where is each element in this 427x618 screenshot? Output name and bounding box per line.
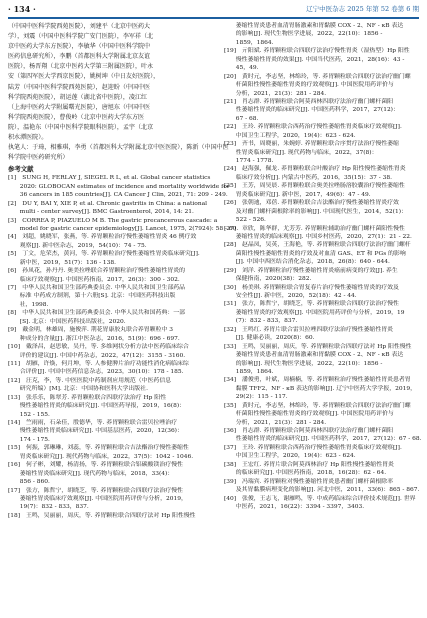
reference-line: 慢性萎缩性胃炎临床研究[J]. 中国基层医药，2020，12(36)： [8, 428, 183, 435]
reference-line: 安全性[J]. 新中医，2020，52(18)：42 - 44. [224, 293, 357, 299]
reference-line: 胃炎临床研究[J]. 现代药物与临床，2022，37(5)：1042 - 1046. [8, 453, 194, 460]
reference-line: 的影响[J]. 现代生物医学进展，2022，22(10)：1856 - [224, 31, 383, 38]
reference-line: [18] 王鸣，吴丽丽，周庆，等. 养胃颗粒联合四联疗法对 Hp 阳性慢性 [8, 512, 196, 519]
journal-title: 辽宁中医杂志 2025 年第 52 卷第 6 期 [306, 5, 419, 13]
reference-line: 中国卫生工程学，2020，19(4)：623 - 624. [224, 453, 356, 460]
reference-line: 菌阳性慢性萎缩性胃炎的疗效及对血清 GAS、ET 和 PGs 的影响 [224, 250, 406, 257]
reference-line: 的临床研究[J]. 中国医药指南，2018，16(28)：62 - 64. [224, 470, 387, 477]
reference-line: 中医药，2021，16(22)：3394 - 3397，3403. [224, 503, 365, 510]
reference-line: [21] 肖志群. 养胃颗粒联合阿莫西林四联疗法治疗幽门螺杆菌阳 [224, 98, 393, 105]
reference-line: 评价的建议[J]. 中国中药杂志，2022，47(12)：3155 - 3160. [8, 352, 186, 359]
writers-line: 执笔人：于琦，相雅琪，李勇（首都医科大学附属北京中医医院），陈新（中国中医 [8, 144, 229, 152]
reference-line: [9] 戴金明，林雄周，施俊萍. 荆花胃康胶丸联合养胃颗粒中 3 [8, 327, 173, 334]
writers-line: 科学院中医药研究所） [8, 154, 69, 162]
reference-line: [4] 刘超，姚晓军，张燕，等. 养胃颗粒治疗慢性萎缩性胃炎 46 例疗效 [8, 234, 197, 241]
reference-line: [22] 王玲. 养胃颗粒联合西药治疗慢性萎缩性胃炎临床疗效观察[J]. [224, 124, 402, 131]
reference-line: [35] 黄时元，李志坚，林绵玲，等. 养胃颗粒联合四联疗法治疗幽门螺 [224, 402, 411, 409]
reference-line: 社，1998. [8, 301, 49, 308]
affiliation-line: （中国中医科学院西苑医院），刘建平（北京中医药大 [8, 23, 151, 30]
reference-line: 萎缩性胃炎的临床观察[J]. 中国乡村医药，2020，27(1)：21 - 22. [224, 233, 412, 240]
affiliation-line: 安（第四军医大学西京医院），姚树坤（中日友好医院）， [8, 73, 160, 81]
affiliation-line: 科学院西苑医院），胡运莲（湖北省中医院），凌江红 [8, 93, 148, 101]
writers-note [8, 143, 229, 163]
reference-line: model for gastric cancer epidemiology[J]. Lancet, 1975, 2(7924): 58 - 60. [8, 225, 239, 232]
reference-line: 合评价[J]. 中国中医药信息杂志，2023，30(10)：178 - 185. [8, 369, 184, 376]
reference-line: 研究所编）[M]. 北京：中国协和医科大学出版社. [8, 386, 148, 393]
reference-line: 萎缩性胃炎患者血清胃肠激素和胃黏膜 COX - 2、NF - κB 表达 [224, 352, 404, 359]
affiliation-line: 陆芳（中国中医科学院西苑医院），赵迎盼（中国中医 [8, 83, 151, 91]
reference-line: 1774 - 1778. [224, 158, 274, 164]
reference-line: 的影响[J]. 现代生物医学进展，2022，22(10)：1856 - [224, 360, 383, 367]
reference-list-right [224, 22, 422, 511]
reference-line: [J]. 健康必读，2020(8)：60. [224, 335, 315, 342]
reference-line: 及对幽门螺杆菌根除率的影响[J]. 中国现代医生，2014，52(1)： [224, 208, 407, 215]
reference-line: [6] 孙凤花，孙丹丹. 奥美拉唑联合养胃颗粒治疗慢性萎缩性胃炎的 [8, 268, 186, 275]
reference-line: 萎缩性胃炎临床研究[J]. 现代药物与临床，2018，33(4)： [8, 470, 174, 477]
reference-line: [8] 中华人民共和国卫生部药典委员会. 中华人民共和国药典：一部 [8, 310, 186, 317]
reference-line: 性萎缩性胃炎的临床研究[J]. 中国医药科学，2017，27(12)： [224, 107, 399, 114]
reference-line: 152 - 155. [8, 411, 50, 418]
affiliation-line: 医药信息研究所），李鹏（首都医科大学附属北京友谊 [8, 53, 151, 61]
reference-line: 保健指南，2020(38)：282. [224, 276, 312, 283]
reference-line: 45，49. [224, 65, 259, 72]
reference-line: [34] 潘俊勇，叶斌，周楠楠，等. 养胃颗粒治疗慢性萎缩性胃炎患者胃 [224, 377, 411, 384]
reference-line: [7] 中华人民共和国卫生部药典委员会. 中华人民共和国卫生部药品 [8, 285, 186, 291]
header-divider [8, 17, 419, 19]
reference-line: [5] 丁文，危荣杰，黄河，等. 养胃颗粒治疗慢性萎缩性胃炎临床研究[J]. [8, 251, 200, 258]
reference-line: [38] 王宏红. 养胃片联合阿莫西林治疗 Hp 阳性慢性萎缩性胃炎 [224, 461, 394, 468]
affiliation-line: 积水潭医院）。 [8, 134, 48, 142]
reference-line: [31] 张方，陈哲宁，胡晓芝，等. 养胃颗粒联合四联疗法治疗慢性 [224, 301, 399, 308]
reference-line: multi - center survey[J]. BMC Gastroenterol, 2014, 14: 21. [8, 209, 194, 216]
reference-line: [39] 冯瑞宾. 养胃颗粒对慢性萎缩性胃炎患者幽门螺杆菌根除率 [224, 478, 393, 485]
reference-line: 2020: GLOBOCAN estimates of incidence and mortality worldwide for [8, 183, 230, 190]
reference-line: 36 cancers in 185 countries[J]. CA Cancer J Clin, 2021, 71: 209 - 249. [8, 192, 228, 199]
left-column [8, 22, 239, 520]
right-column [224, 22, 422, 511]
reference-line: 1859，1864. [224, 39, 274, 46]
reference-line: [3] CORREA P, PIAZUELO M B. The gastric precancerous cascade: a [8, 217, 218, 224]
reference-line: 临床疗效分析[J]. 内蒙古中医药，2016，35(15)：37 - 38. [224, 174, 393, 181]
reference-line: 杆菌阳性慢性萎缩性胃炎的疗效观察[J]. 中国医院用药评价与 [224, 411, 394, 418]
reference-line: [36] 肖志群. 养胃颗粒联合阿莫西林四联疗法治疗幽门螺杆菌阳 [224, 428, 393, 434]
reference-line: [15] 何振，郭琳琳，刘蕊，等. 养胃颗粒联合吉法酯治疗慢性萎缩性 [8, 445, 189, 452]
reference-line: 及其胃黏膜病理变化的影响[J]. 河北中医，2011，33(6)：865 - 867. [224, 487, 420, 494]
reference-line: [33] 王鸣，吴丽丽，周庆，等. 养胃颗粒联合四联疗法对 Hp 阳性慢性 [224, 343, 412, 350]
reference-line: [J]. 中国中西医结合消化杂志，2018，26(8)：640 - 644. [224, 259, 390, 266]
reference-line: 种成分的含量[J]. 浙江中医杂志，2016，51(9)：696 - 697. [8, 335, 180, 342]
reference-line: 性胃炎临床研究[J]. 现代药物与临床，2022，37(8)： [224, 149, 378, 156]
reference-line: [1] SUNG H, FERLAY J, SIEGEL R L, et al. Global cancer statistics [8, 175, 211, 182]
reference-line: 分析，2021，21(3)：281 - 284. [224, 90, 327, 97]
reference-line: 萎缩性胃炎的疗效观察[J]. 中国医院用药评价与分析，2019，19 [224, 309, 405, 316]
reference-line: 中国卫生工程学，2020，19(4)：623 - 624. [224, 132, 356, 139]
reference-line: 黏膜 TFF2、NF - κB 表达的影响[J]. 辽宁中医药大学学报，2019， [224, 385, 416, 392]
reference-line: [20] 黄时元，李志坚，林绵玲，等. 养胃颗粒联合四联疗法治疗幽门螺 [224, 73, 411, 80]
reference-line: [12] 汪克，李，等. 中医医院中药制剂应用规范（中医药信息 [8, 377, 172, 384]
reference-line: 临床疗效观察[J]. 中国医药指南，2017，26(3)：300 - 302. [8, 276, 180, 283]
reference-line: [19] 亓阳斌. 养胃颗粒联合四联疗法治疗慢性胃炎（湿热型）Hp 阳性 [224, 48, 410, 55]
reference-line: 新中医，2019，51(7)：136 - 138. [8, 259, 117, 266]
reference-line: [32] 王鸣红. 养胃片联合雷贝拉唑四联疗法治疗慢性萎缩性胃炎 [224, 326, 393, 333]
reference-line: 522 - 526. [224, 217, 266, 224]
reference-line: (7)：832 - 833，837. [224, 318, 298, 325]
reference-line: [26] 张朝迪，邓蓓. 养胃颗粒联合吉法酯治疗慢性萎缩性胃炎疗效 [224, 200, 399, 207]
reference-line: 慢性萎缩性胃炎的效果[J]. 中国当代医药，2021，28(16)：43 - [224, 56, 405, 63]
reference-line: [30] 杨美琪. 养胃颗粒联合胃复春片治疗慢性萎缩性胃炎的疗效及 [224, 284, 399, 291]
reference-line: 杆菌阳性慢性萎缩性胃炎的疗效观察[J]. 中国医院用药评价与 [224, 82, 394, 89]
reference-line: [23] 齐书，周晓丽，朱婉婷. 养胃颗粒联合序贯疗法治疗慢性萎缩 [224, 141, 399, 148]
affiliation-line: 医院），杨晋翔（北京中医药大学第三附属医院），叶永 [8, 63, 154, 71]
reference-line: 19(7)：832 - 833，837. [8, 504, 89, 511]
affiliation-line: 院），温艳东（中国中医科学院眼科医院），孟宇（北京 [8, 123, 154, 131]
page-number: · 134 · [8, 4, 36, 14]
reference-line: [16] 何子彬，刘耀，杨清扬，等. 养胃颗粒联合铝碳酸镁治疗慢性 [8, 462, 183, 469]
affiliation-line: 学），刘震（中国中医科学院广安门医院），李军祥（北 [8, 33, 154, 41]
committee-affiliations [8, 22, 203, 143]
reference-line: [24] 赵海强，佩龙. 养胃颗粒联合叶酸治疗 Hp 阳性慢性萎缩性胃炎 [224, 166, 406, 173]
reference-line: 29(2)：115 - 117. [224, 394, 288, 401]
reference-line: 性萎缩性胃炎的临床研究[J]. 中国医药科学，2017，27(12)：67 - 68. [224, 436, 422, 443]
reference-line: [40] 张俊，王志飞，谢雁鸣，等. 中成药临床综合评价技术规范[J]. 世界 [224, 495, 416, 502]
reference-line: [13] 张乐乐，陈翠芳. 养胃颗粒联合四联疗法治疗 Hp 阳性 [8, 394, 167, 401]
reference-line: [37] 王玲. 养胃颗粒联合西药治疗慢性萎缩性胃炎临床疗效观察[J]. [224, 444, 402, 451]
reference-line: [29] 刘洋. 养胃颗粒治疗慢性萎缩性胃炎癌前病变的疗效[J]. 养生 [224, 267, 398, 274]
reference-line: 胃炎临床研究[J]. 新中医，2017，49(6)：47 - 49. [224, 191, 371, 198]
reference-list-left [8, 174, 239, 520]
reference-line: [10] 戴泽昌，赵思敏，吴丹，等. 多维网状分析方法中医药临床综合 [8, 344, 189, 351]
reference-line: 1859，1864. [224, 368, 274, 375]
reference-line: 萎缩性胃炎患者血清胃肠激素和胃黏膜 COX - 2、NF - κB 表达 [224, 23, 404, 29]
affiliation-line: 京中医药大学东方医院），李敏华（中国中医科学院中 [8, 43, 151, 51]
reference-line: 萎缩性胃炎临床疗效观察[J]. 中国医院用药评价与分析，2019， [8, 495, 187, 502]
references-heading: 参考文献 [8, 165, 34, 174]
reference-line: [25] 王芳，周昊晨. 养胃颗粒联合奥美拉唑肠溶胶囊治疗慢性萎缩性 [224, 183, 405, 190]
affiliation-line: 科学院西苑医院），曹俊岭（北京中医药大学东方医 [8, 113, 145, 121]
reference-line: 856 - 860. [8, 479, 50, 486]
reference-line: [S]. 北京：中国医药科技出版社，2020. [8, 318, 126, 325]
affiliation-line: （上海中医药大学附属曙光医院），唐旭东（中国中医 [8, 103, 151, 111]
reference-line: [28] 赵晶凤，吴英，王海艳，等. 养胃颗粒联合四联疗法治疗幽门螺杆 [224, 242, 411, 249]
reference-line: [2] DU Y, BAI Y, XIE P, et al. Chronic gastritis in China: a national [8, 200, 208, 207]
reference-line: [14] 竺雨雨，石朵佳，殷德华，等. 养胃颗粒联合雷贝拉唑治疗 [8, 420, 177, 426]
reference-line: 分析，2021，21(3)：281 - 284. [224, 419, 327, 426]
reference-line: [17] 张方，陈哲宁，胡晓芝，等. 养胃颗粒联合四联疗法治疗慢性 [8, 487, 183, 494]
reference-line: 67 - 68. [224, 115, 259, 122]
reference-line: 观察[J]. 新中医杂志，2019，54(10)：74 - 75. [8, 242, 147, 249]
reference-line: [11] 胡雁，许焕，何月坤，等. 人参健脾片治疗功能性消化病临床综 [8, 360, 189, 367]
reference-line: [27] 章欣，陈华群，尤芳芳. 养胃颗粒辅助治疗幽门螺杆菌阳性慢性 [224, 225, 405, 232]
reference-line: 慢性萎缩性胃炎的临床研究[J]. 中国医药导报，2019，16(8)： [8, 403, 186, 410]
reference-line: 标准 中药成方制剂，第十六册[S]. 北京：中国医药科技出版 [8, 293, 176, 300]
reference-line: 174 - 175. [8, 436, 50, 443]
